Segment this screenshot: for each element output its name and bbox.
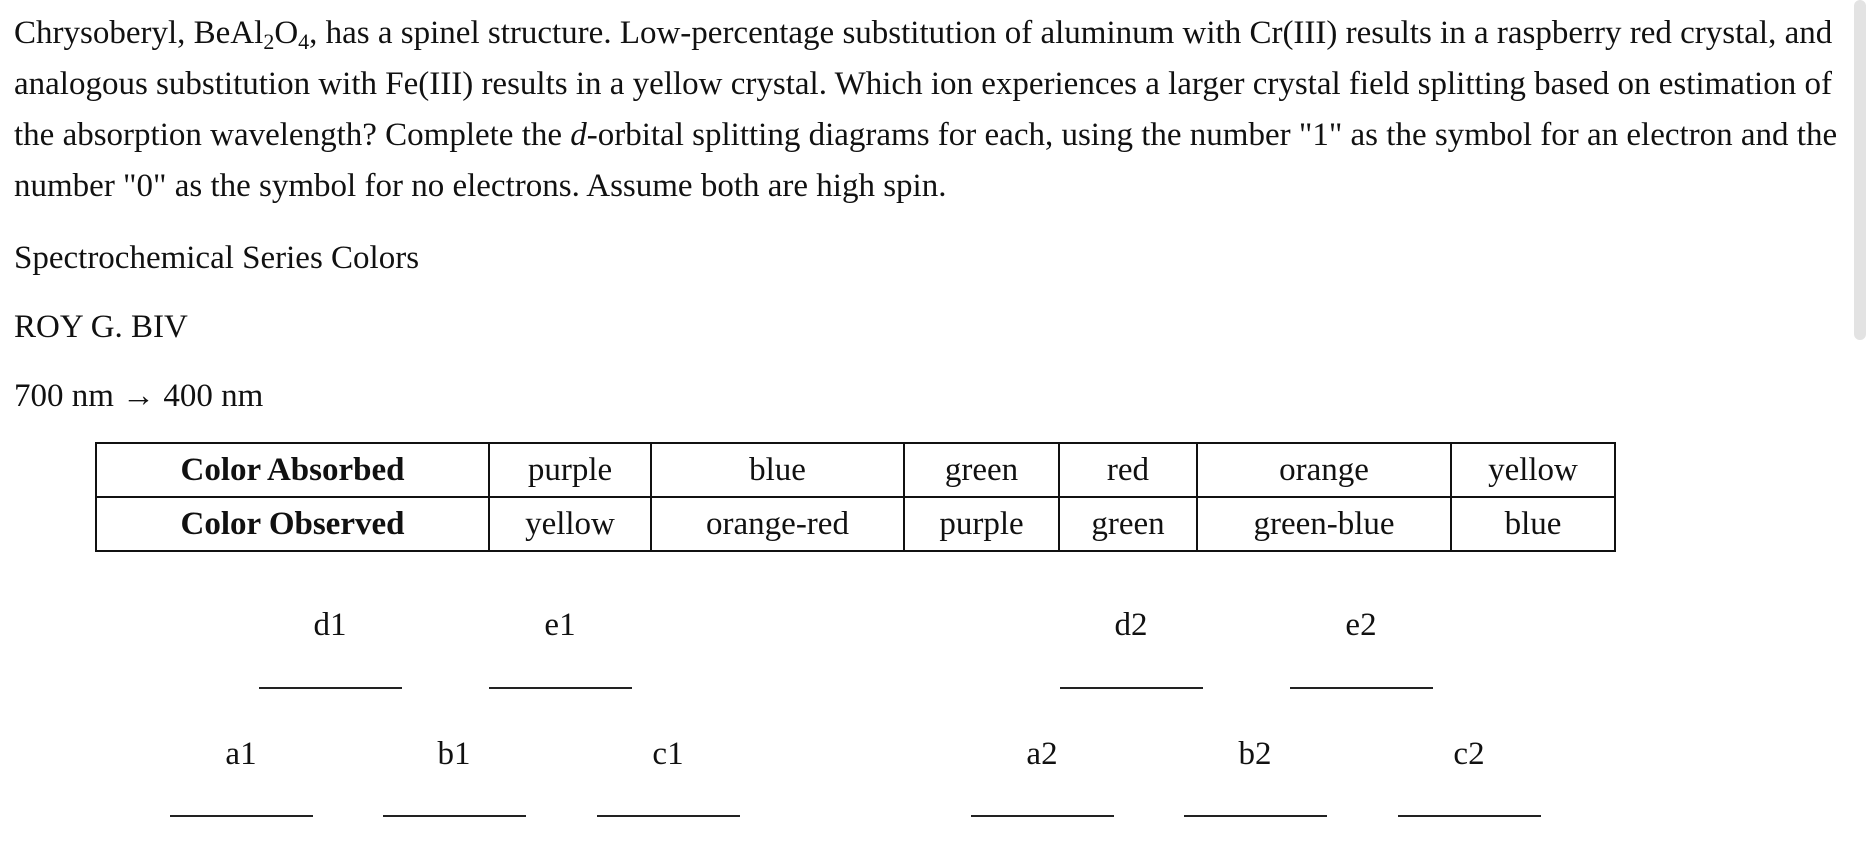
row-header-absorbed: Color Absorbed — [96, 443, 489, 497]
table-cell: red — [1059, 443, 1197, 497]
orbital-blank-b1[interactable] — [383, 815, 526, 817]
question-text-part: -orbital splitting diagrams for each, using the number "1" as the symbol for an electron and the number "0" as the symbol for no electrons. Assume both are high spin. — [14, 117, 1838, 204]
subscript: 2 — [263, 29, 275, 54]
question-text-part: , has a spinel structure. Low-percentage substitution of aluminum with Cr(III) results in a raspberry red crystal, and analogous substitution with Fe(III) results in a yellow crystal. Which ion experiences a larger crystal field splitting based on estimation of the absorption wavelength? Complete the — [14, 15, 1833, 153]
orbital-blank-c2[interactable] — [1398, 815, 1541, 817]
table-cell: purple — [904, 497, 1059, 551]
question-text — [14, 8, 1844, 212]
color-table — [95, 442, 1616, 552]
color-observed-row — [96, 497, 1615, 551]
subscript: 4 — [298, 29, 310, 54]
question-text-part: Chrysoberyl, BeAl — [14, 15, 264, 51]
table-cell: orange — [1197, 443, 1451, 497]
orbital-blank-d2[interactable] — [1060, 687, 1203, 689]
orbital-blank-a2[interactable] — [971, 815, 1114, 817]
table-cell: orange-red — [651, 497, 904, 551]
roygbiv-mnemonic: ROY G. BIV — [14, 309, 188, 345]
orbital-label-a2: a2 — [1026, 736, 1058, 772]
color-absorbed-row — [96, 443, 1615, 497]
table-cell: yellow — [489, 497, 651, 551]
table-cell: purple — [489, 443, 651, 497]
orbital-label-c1: c1 — [652, 736, 684, 772]
orbital-label-d2: d2 — [1114, 607, 1148, 643]
orbital-blank-c1[interactable] — [597, 815, 740, 817]
wavelength-range: 700 nm → 400 nm — [14, 378, 264, 414]
question-text-part: O — [274, 15, 299, 51]
orbital-blank-b2[interactable] — [1184, 815, 1327, 817]
orbital-blank-a1[interactable] — [170, 815, 313, 817]
row-header-observed: Color Observed — [96, 497, 489, 551]
orbital-label-a1: a1 — [225, 736, 257, 772]
table-cell: green — [1059, 497, 1197, 551]
orbital-label-b1: b1 — [437, 736, 471, 772]
orbital-label-d1: d1 — [313, 607, 347, 643]
scrollbar[interactable] — [1854, 0, 1866, 340]
orbital-blank-e1[interactable] — [489, 687, 632, 689]
table-cell: green-blue — [1197, 497, 1451, 551]
table-cell: blue — [1451, 497, 1615, 551]
orbital-blank-e2[interactable] — [1290, 687, 1433, 689]
orbital-label-e2: e2 — [1345, 607, 1377, 643]
italic-d: d — [570, 117, 587, 153]
series-title: Spectrochemical Series Colors — [14, 240, 420, 276]
table-cell: blue — [651, 443, 904, 497]
orbital-blank-d1[interactable] — [259, 687, 402, 689]
table-cell: yellow — [1451, 443, 1615, 497]
orbital-label-b2: b2 — [1238, 736, 1272, 772]
table-cell: green — [904, 443, 1059, 497]
orbital-label-c2: c2 — [1453, 736, 1485, 772]
orbital-label-e1: e1 — [544, 607, 576, 643]
